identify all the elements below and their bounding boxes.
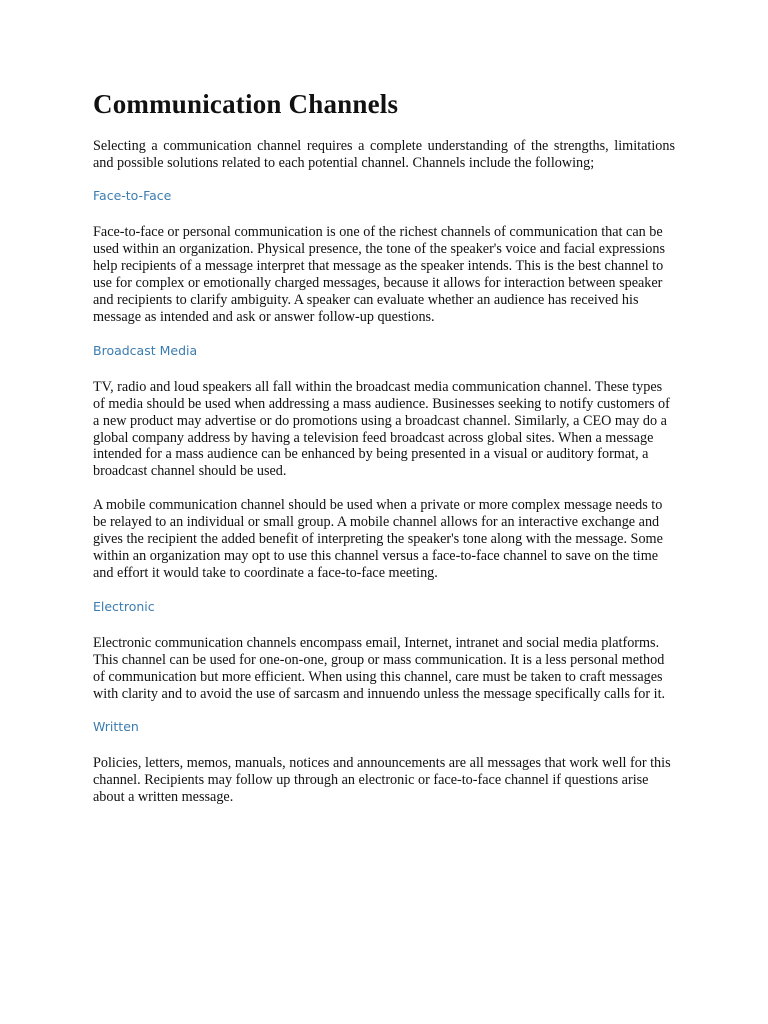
section-paragraph: A mobile communication channel should be used when a private or more complex message needs to be relayed to an individual or small group. A mobile channel allows for an interactive exchange and gives the recipient the added benefit of interpreting the speaker's tone along with the message. Some within an organization may opt to use this channel versus a face-to-face channel to save on the time and effort it would take to coordinate a face-to-face meeting. — [93, 497, 663, 581]
section-paragraph: TV, radio and loud speakers all fall within the broadcast media communication channel. These types of media should be used when addressing a mass audience. Businesses seeking to notify customers of a new product may advertise or do promotions using a broadcast channel. Similarly, a CEO may do a global company address by having a television feed broadcast across global sites. When a message intended for a mass audience can be enhanced by being presented in a visual or auditory format, a broadcast channel should be used. — [93, 378, 670, 480]
section-electronic — [93, 599, 675, 703]
intro-paragraph: Selecting a communication channel requires a complete understanding of the strengths, limitations and possible solutions related to each potential channel. Channels include the following; — [93, 138, 675, 172]
section-face-to-face — [93, 188, 675, 325]
section-written — [93, 719, 675, 806]
section-paragraph: Face-to-face or personal communication is one of the richest channels of communication that can be used within an organization. Physical presence, the tone of the speaker's voice and facial expressions help recipients of a message interpret that message as the speaker intends. This is the best channel to use for complex or emotionally charged messages, because it allows for interaction between speaker and recipients to clarify ambiguity. A speaker can evaluate whether an audience has received his message as intended and ask or answer follow-up questions. — [93, 224, 665, 325]
section-paragraph: Electronic communication channels encompass email, Internet, intranet and social media platforms. This channel can be used for one-on-one, group or mass communication. It is a less personal method of communication but more efficient. When using this channel, care must be taken to craft messages with clarity and to avoid the use of sarcasm and innuendo unless the message specifically calls for it. — [93, 634, 666, 702]
section-paragraph: Policies, letters, memos, manuals, notices and announcements are all messages that work well for this channel. Recipients may follow up through an electronic or face-to-face channel if questions arise about a written message. — [93, 755, 671, 806]
section-heading-written: Written — [93, 719, 139, 735]
document-page — [93, 86, 675, 823]
section-heading-face-to-face: Face-to-Face — [93, 188, 172, 204]
section-broadcast-media — [93, 343, 675, 582]
section-heading-electronic: Electronic — [93, 598, 155, 614]
page-title: Communication Channels — [93, 89, 399, 119]
section-heading-broadcast-media: Broadcast Media — [93, 342, 198, 358]
